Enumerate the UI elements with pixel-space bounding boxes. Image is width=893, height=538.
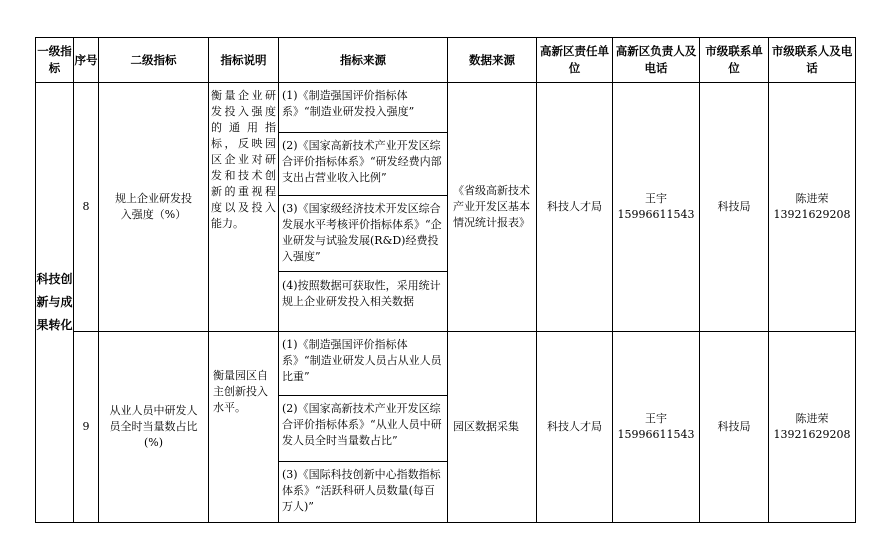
source-item: (3)《国际科技创新中心指数指标体系》“活跃科研人员数量(每百万人)” [282,468,441,513]
source-item: (1)《制造强国评价指标体系》“制造业研发投入强度” [279,83,447,133]
header-data-source: 数据来源 [448,38,537,83]
header-level2: 二级指标 [99,38,209,83]
header-level1: 一级指标 [36,38,74,83]
header-city-unit: 市级联系单位 [700,38,769,83]
hz-person-name: 王宇 [645,412,667,426]
indicator-table-page [35,37,856,523]
header-hz-person: 高新区负责人及电话 [613,38,700,83]
header-source: 指标来源 [279,38,448,83]
desc-text: 衡量企业研发投入强度的通用指标，反映园区企业对研发和技术创新的重视程度以及投入能力。 [211,89,276,230]
hz-person-cell [613,332,700,523]
hz-unit-cell: 科技人才局 [537,83,613,332]
data-source-cell: 园区数据采集 [448,332,537,523]
header-hz-unit: 高新区责任单位 [537,38,613,83]
city-unit-cell: 科技局 [700,332,769,523]
source-cell [279,332,448,523]
table-row [36,332,856,523]
source-item: (1)《制造强国评价指标体系》“制造业研发人员占从业人员比重” [279,332,447,396]
indicator-cell: 规上企业研发投入强度（%） [99,83,209,332]
header-seq: 序号 [74,38,99,83]
desc-cell: 衡量园区自主创新投入水平。 [209,332,279,523]
header-city-person: 市级联系人及电话 [769,38,856,83]
table-row [36,83,856,332]
source-item: (2)《国家高新技术产业开发区综合评价指标体系》“研发经费内部支出占营业收入比例” [279,133,447,196]
hz-person-cell [613,83,700,332]
hz-person-phone: 15996611543 [617,428,695,441]
data-source-cell: 《省级高新技术产业开发区基本情况统计报表》 [448,83,537,332]
source-item: (3)《国家级经济技术开发区综合发展水平考核评价指标体系》“企业研发与试验发展(R&D)经费投入强度” [279,196,447,272]
seq-cell: 8 [74,83,99,332]
seq-cell: 9 [74,332,99,523]
indicator-cell: 从业人员中研发人员全时当量数占比(%) [99,332,209,523]
hz-unit-cell: 科技人才局 [537,332,613,523]
source-item: (2)《国家高新技术产业开发区综合评价指标体系》“从业人员中研发人员全时当量数占比” [279,396,447,462]
category-cell: 科技创新与成果转化 [36,83,74,523]
city-person-name: 陈进荣 [795,412,829,426]
city-unit-cell: 科技局 [700,83,769,332]
city-person-cell [769,332,856,523]
source-cell [279,83,448,332]
city-person-cell [769,83,856,332]
city-person-phone: 13921629208 [773,208,851,221]
header-row [36,38,856,83]
desc-cell [209,83,279,332]
hz-person-name: 王宇 [645,192,667,206]
source-item: (4)按照数据可获取性，采用统计规上企业研发投入相关数据 [282,279,441,308]
city-person-name: 陈进荣 [795,192,829,206]
city-person-phone: 13921629208 [773,428,851,441]
indicator-table [35,37,856,523]
hz-person-phone: 15996611543 [617,208,695,221]
header-desc: 指标说明 [209,38,279,83]
